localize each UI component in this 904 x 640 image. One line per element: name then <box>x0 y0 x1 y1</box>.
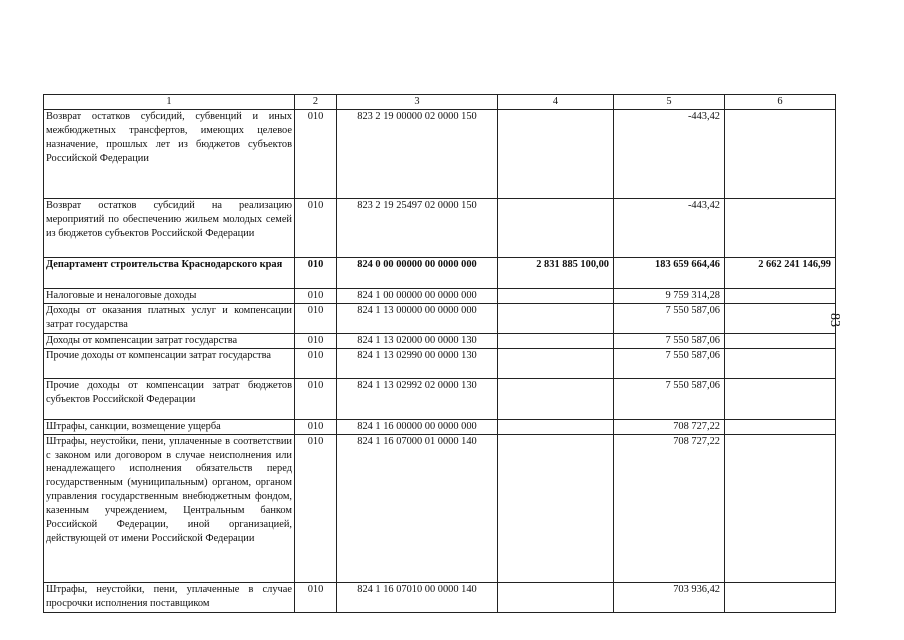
table-cell-c6 <box>725 198 836 257</box>
table-cell-c3: 823 2 19 25497 02 0000 150 <box>337 198 498 257</box>
table-cell-c4 <box>498 198 614 257</box>
table-cell-c2: 010 <box>295 419 337 434</box>
header-cell: 1 <box>44 95 295 110</box>
table-cell-c2: 010 <box>295 434 337 582</box>
table-cell-c4 <box>498 348 614 378</box>
header-cell: 6 <box>725 95 836 110</box>
table-cell-c5: 708 727,22 <box>614 419 725 434</box>
table-cell-name: Прочие доходы от компенсации затрат государства <box>44 348 295 378</box>
table-cell-c3: 824 1 00 00000 00 0000 000 <box>337 288 498 303</box>
table-cell-c2: 010 <box>295 288 337 303</box>
table-cell-c4 <box>498 378 614 419</box>
table-cell-name: Возврат остатков субсидий на реализацию мероприятий по обеспечению жильем молодых семей из бюджетов субъектов Российской Федерации <box>44 198 295 257</box>
table-cell-c3: 824 1 16 07000 01 0000 140 <box>337 434 498 582</box>
table-cell-c3: 824 1 16 07010 00 0000 140 <box>337 582 498 612</box>
table-cell-c2: 010 <box>295 333 337 348</box>
table-cell-name: Доходы от компенсации затрат государства <box>44 333 295 348</box>
table-cell-c2: 010 <box>295 257 337 288</box>
table-row <box>44 303 836 333</box>
header-cell: 4 <box>498 95 614 110</box>
report-table <box>43 94 836 613</box>
table-cell-name: Штрафы, неустойки, пени, уплаченные в соответствии с законом или договором в случае неисполнения или ненадлежащего исполнения обязательств перед государственным (муниципальным) органом, органом управления государственным внебюджетным фондом, казенным учреждением, Центральным банком Российской Федерации, иной организацией, действующей от имени Российской Федерации <box>44 434 295 582</box>
table-cell-c5: 183 659 664,46 <box>614 257 725 288</box>
table-cell-c5: 708 727,22 <box>614 434 725 582</box>
table-cell-c5: 7 550 587,06 <box>614 303 725 333</box>
page-number: 83 <box>827 313 842 327</box>
table-row <box>44 198 836 257</box>
table-row <box>44 582 836 612</box>
table-cell-c6 <box>725 288 836 303</box>
table-cell-c6 <box>725 434 836 582</box>
header-cell: 2 <box>295 95 337 110</box>
table-row <box>44 348 836 378</box>
table-cell-c5: 7 550 587,06 <box>614 333 725 348</box>
table-cell-c6 <box>725 378 836 419</box>
table-cell-c6 <box>725 419 836 434</box>
table-cell-c4 <box>498 419 614 434</box>
report-table-body <box>44 95 836 613</box>
table-row <box>44 288 836 303</box>
table-header-row <box>44 95 836 110</box>
table-cell-c5: -443,42 <box>614 109 725 198</box>
table-cell-name: Возврат остатков субсидий, субвенций и иных межбюджетных трансфертов, имеющих целевое назначение, прошлых лет из бюджетов субъектов Российской Федерации <box>44 109 295 198</box>
table-cell-c6 <box>725 303 836 333</box>
table-cell-c5: 703 936,42 <box>614 582 725 612</box>
table-cell-c2: 010 <box>295 348 337 378</box>
table-cell-c3: 824 1 13 02000 00 0000 130 <box>337 333 498 348</box>
table-cell-c3: 824 1 16 00000 00 0000 000 <box>337 419 498 434</box>
table-cell-c4 <box>498 582 614 612</box>
table-cell-c2: 010 <box>295 109 337 198</box>
table-cell-c3: 823 2 19 00000 02 0000 150 <box>337 109 498 198</box>
table-cell-c3: 824 1 13 00000 00 0000 000 <box>337 303 498 333</box>
header-cell: 5 <box>614 95 725 110</box>
table-cell-c6 <box>725 333 836 348</box>
table-cell-c2: 010 <box>295 303 337 333</box>
table-cell-name: Доходы от оказания платных услуг и компенсации затрат государства <box>44 303 295 333</box>
table-cell-c4 <box>498 288 614 303</box>
table-row <box>44 419 836 434</box>
table-cell-name: Налоговые и неналоговые доходы <box>44 288 295 303</box>
table-cell-c6 <box>725 109 836 198</box>
table-cell-c4 <box>498 303 614 333</box>
table-cell-c3: 824 1 13 02990 00 0000 130 <box>337 348 498 378</box>
table-row <box>44 333 836 348</box>
table-row <box>44 257 836 288</box>
table-cell-c6 <box>725 582 836 612</box>
table-cell-c3: 824 0 00 00000 00 0000 000 <box>337 257 498 288</box>
table-cell-c6: 2 662 241 146,99 <box>725 257 836 288</box>
table-cell-c4 <box>498 333 614 348</box>
table-cell-c2: 010 <box>295 582 337 612</box>
table-cell-c5: -443,42 <box>614 198 725 257</box>
header-cell: 3 <box>337 95 498 110</box>
table-cell-name: Штрафы, неустойки, пени, уплаченные в случае просрочки исполнения поставщиком <box>44 582 295 612</box>
table-cell-c3: 824 1 13 02992 02 0000 130 <box>337 378 498 419</box>
table-cell-c5: 7 550 587,06 <box>614 378 725 419</box>
table-cell-name: Штрафы, санкции, возмещение ущерба <box>44 419 295 434</box>
table-cell-c2: 010 <box>295 378 337 419</box>
table-cell-c5: 7 550 587,06 <box>614 348 725 378</box>
table-row <box>44 434 836 582</box>
table-cell-c4 <box>498 109 614 198</box>
table-row <box>44 378 836 419</box>
table-cell-c6 <box>725 348 836 378</box>
table-cell-name: Прочие доходы от компенсации затрат бюджетов субъектов Российской Федерации <box>44 378 295 419</box>
table-cell-c4 <box>498 434 614 582</box>
table-cell-c4: 2 831 885 100,00 <box>498 257 614 288</box>
table-cell-name: Департамент строительства Краснодарского края <box>44 257 295 288</box>
table-cell-c2: 010 <box>295 198 337 257</box>
table-row <box>44 109 836 198</box>
table-cell-c5: 9 759 314,28 <box>614 288 725 303</box>
